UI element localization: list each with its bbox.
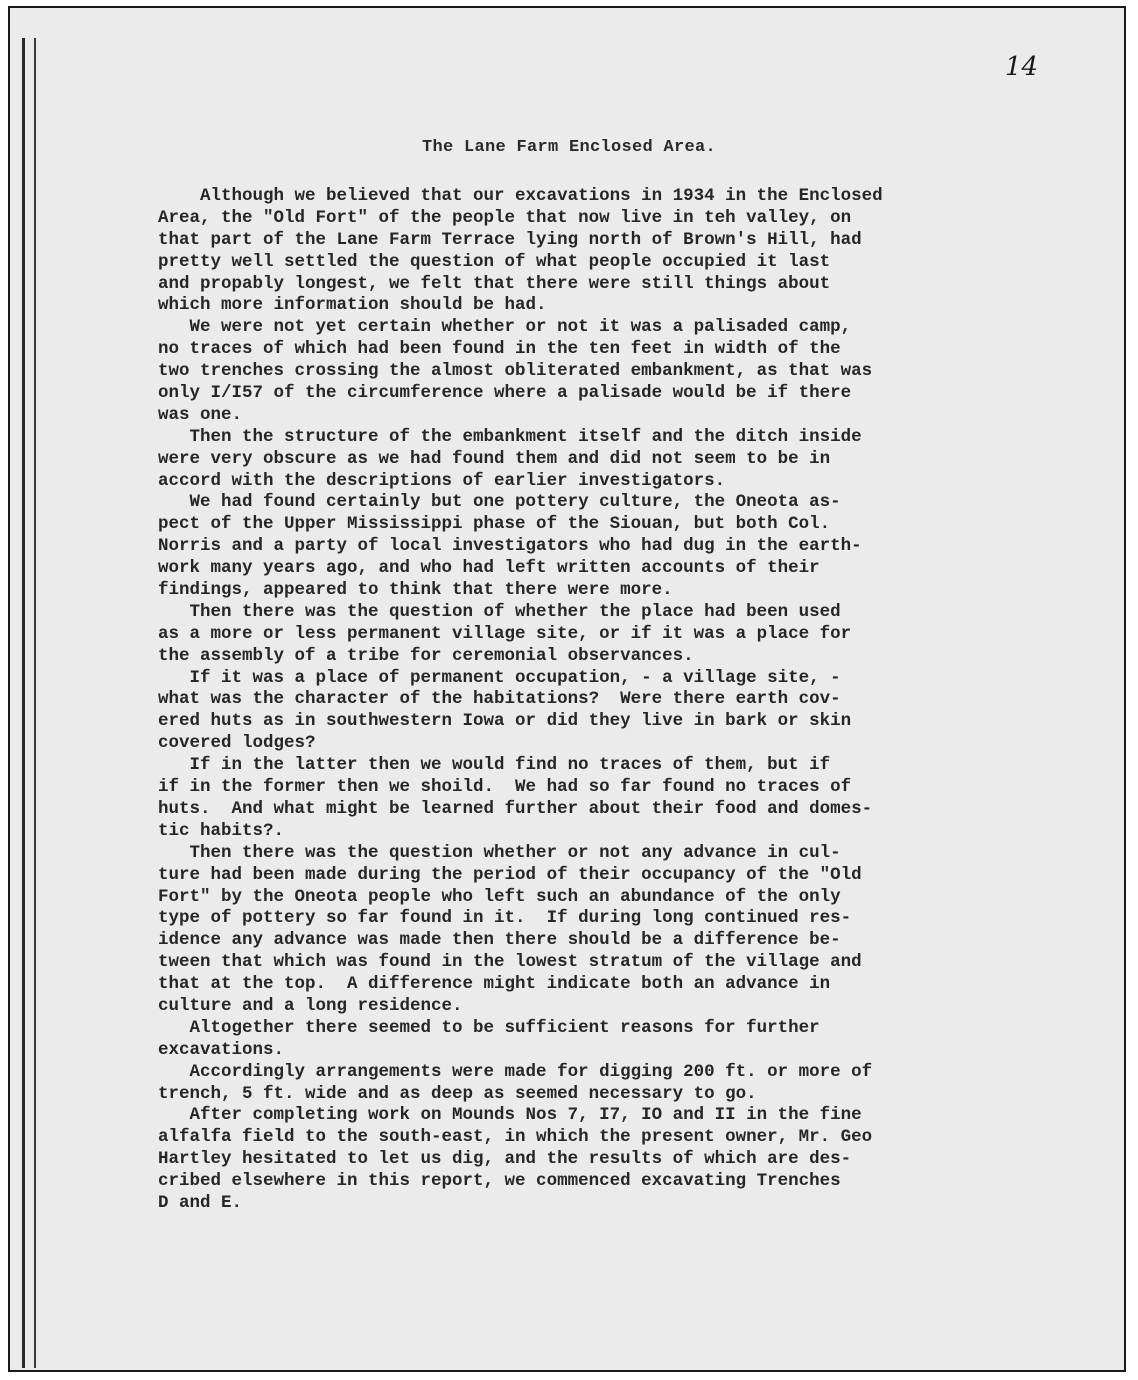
text-line: trench, 5 ft. wide and as deep as seemed necessary to go.	[158, 1083, 757, 1104]
text-line: huts. And what might be learned further about their food and domes-	[158, 798, 873, 819]
text-line: type of pottery so far found in it. If during long continued res-	[158, 908, 852, 929]
text-line: Area, the "Old Fort" of the people that now live in teh valley, on	[158, 207, 852, 228]
text-line: ered huts as in southwestern Iowa or did they live in bark or skin	[158, 711, 852, 732]
text-line: If it was a place of permanent occupation, - a village site, -	[158, 667, 841, 688]
text-line: was one.	[158, 404, 243, 425]
text-line: Fort" by the Oneota people who left such an abundance of the only	[158, 886, 841, 907]
text-line: pretty well settled the question of what people occupied it last	[158, 251, 831, 272]
text-line: tween that which was found in the lowest stratum of the village and	[158, 952, 862, 973]
text-line: and propably longest, we felt that there were still things about	[158, 273, 831, 294]
text-line: If in the latter then we would find no traces of them, but if	[158, 755, 831, 776]
text-line: tic habits?.	[158, 820, 285, 841]
text-line: Although we believed that our excavations in 1934 in the Enclosed	[158, 186, 883, 206]
text-line: the assembly of a tribe for ceremonial observances.	[158, 645, 694, 666]
text-line: D and E.	[158, 1192, 243, 1213]
text-line: excavations.	[158, 1039, 285, 1060]
text-line: which more information should be had.	[158, 295, 547, 316]
text-line: After completing work on Mounds Nos 7, I7, IO and II in the fine	[158, 1105, 862, 1126]
text-line: culture and a long residence.	[158, 995, 463, 1016]
text-line: only I/I57 of the circumference where a palisade would be if there	[158, 383, 852, 404]
text-line: covered lodges?	[158, 733, 316, 754]
text-line: two trenches crossing the almost obliterated embankment, as that was	[158, 361, 873, 382]
text-line: if in the former then we shoild. We had so far found no traces of	[158, 777, 852, 798]
text-line: that part of the Lane Farm Terrace lying north of Brown's Hill, had	[158, 229, 862, 250]
binding-edge-line-inner	[34, 38, 36, 1368]
text-line: were very obscure as we had found them and did not seem to be in	[158, 448, 831, 469]
text-line: pect of the Upper Mississippi phase of the Siouan, but both Col.	[158, 514, 831, 535]
text-line: no traces of which had been found in the ten feet in width of the	[158, 339, 841, 360]
text-line: Then there was the question of whether the place had been used	[158, 601, 841, 622]
text-line: Hartley hesitated to let us dig, and the results of which are des-	[158, 1149, 852, 1170]
text-line: idence any advance was made then there should be a difference be-	[158, 930, 841, 951]
text-line: We were not yet certain whether or not it was a palisaded camp,	[158, 317, 852, 338]
text-line: findings, appeared to think that there were more.	[158, 580, 673, 601]
text-line: Accordingly arrangements were made for digging 200 ft. or more of	[158, 1061, 873, 1082]
text-line: Altogether there seemed to be sufficient reasons for further	[158, 1017, 820, 1038]
text-line: that at the top. A difference might indicate both an advance in	[158, 974, 831, 995]
text-line: ture had been made during the period of their occupancy of the "Old	[158, 864, 862, 885]
binding-edge-line	[22, 38, 25, 1368]
document-page	[8, 6, 1126, 1372]
text-line: work many years ago, and who had left written accounts of their	[158, 558, 820, 579]
text-line: Norris and a party of local investigators who had dug in the earth-	[158, 536, 862, 557]
text-line: alfalfa field to the south-east, in which the present owner, Mr. Geo	[158, 1127, 873, 1148]
text-line: Then there was the question whether or not any advance in cul-	[158, 842, 841, 863]
text-line: accord with the descriptions of earlier investigators.	[158, 470, 726, 491]
text-line: We had found certainly but one pottery culture, the Oneota as-	[158, 492, 841, 513]
page-title: The Lane Farm Enclosed Area.	[422, 138, 717, 157]
text-line: Then the structure of the embankment itself and the ditch inside	[158, 426, 862, 447]
text-line: as a more or less permanent village site, or if it was a place for	[158, 623, 852, 644]
body-text	[158, 186, 1078, 1215]
page-number: 14	[1005, 52, 1039, 82]
text-line: what was the character of the habitations? Were there earth cov-	[158, 689, 841, 710]
text-line: cribed elsewhere in this report, we commenced excavating Trenches	[158, 1171, 841, 1192]
